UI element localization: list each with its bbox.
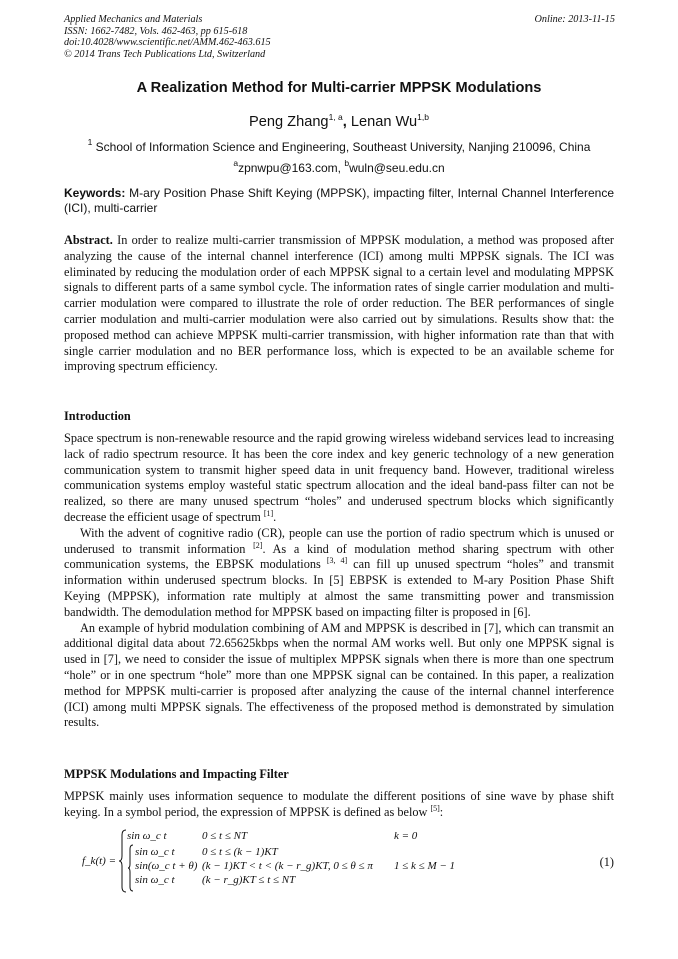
email-line <box>0 158 678 175</box>
citation: [3, 4] <box>326 556 348 566</box>
paragraph-text: Space spectrum is non-renewable resource and the rapid growing wireless wideband services lead to increasing lack of radio spectrum resource. It has been the core index and key generic technology of a new generation communication system to transmit higher speed data in unit frequency band. However, traditional wireless communication systems employ wasteful static spectrum allocation and the ideal band-pass filter can not be realized, so there are many unused spectrum “holes” and underused spectrum blocks which significantly decrease the efficient usage of spectrum <box>64 431 614 524</box>
equation-1 <box>82 828 614 892</box>
author-affiliation-mark: 1,b <box>417 112 429 122</box>
online-date: Online: 2013-11-15 <box>534 14 615 25</box>
email-address: wuln@seu.edu.cn <box>349 161 445 175</box>
abstract <box>64 233 614 375</box>
equation-row-expression: sin ω_c t <box>135 874 175 886</box>
equation-row-k: 1 ≤ k ≤ M − 1 <box>394 860 456 872</box>
journal-name: Applied Mechanics and Materials <box>64 14 203 25</box>
issn-line: ISSN: 1662-7482, Vols. 462-463, pp 615-618 <box>64 25 248 37</box>
citation: [1] <box>263 508 274 518</box>
author-separator: , <box>342 114 351 130</box>
equation-row-condition: (k − 1)KT < t < (k − r_g)KT, 0 ≤ θ ≤ π <box>202 860 373 872</box>
equation-row-condition: 0 ≤ t ≤ (k − 1)KT <box>202 846 278 858</box>
keywords-label: Keywords: <box>64 186 126 200</box>
affiliation-mark: 1 <box>87 137 93 147</box>
equation-lhs: f_k(t) = <box>82 855 116 867</box>
author-name: Lenan Wu <box>350 114 418 130</box>
paragraph-text: : <box>439 804 444 819</box>
paragraph-text: . As a kind of modulation method sharing spectrum with other communication systems, the EBPSK modulations <box>64 541 615 572</box>
citation: [2] <box>253 540 263 550</box>
author-list <box>0 114 678 130</box>
paragraph-text: MPPSK mainly uses information sequence to modulate the different positions of sine wave by phase shift keying. In a symbol period, the expression of MPPSK is defined as below <box>64 789 614 819</box>
paragraph-text: With the advent of cognitive radio (CR), people can use the portion of radio spectrum which is unused or underused to transmit information <box>64 525 614 556</box>
paragraph <box>64 431 614 526</box>
paragraph-text: . <box>273 509 277 524</box>
equation-outer-brace <box>118 829 127 893</box>
affiliation-text: School of Information Science and Engineering, Southeast University, Nanjing 210096, China <box>95 140 591 154</box>
abstract-text: In order to realize multi-carrier transmission of MPPSK modulation, a method was proposed after analyzing the cause of the internal channel interference (ICI) among multi MPPSK signals. The ICI was eliminated by reducing the modulation order of each MPPSK signal to a certain level and modulating MPPSK signals to different parts of a same symbol cycle. The information rates of single carrier modulation and multi-carrier modulation were compared to illustrate the role of order reduction. The BER performances of single carrier modulation and multi-carrier modulation were also carried out by simulations. Results show that: the proposed method can achieve MPPSK multi-carrier transmission, with higher information rate than that with single carrier modulation and no BER performance loss, which is expected to be an available scheme for improving spectrum efficiency. <box>64 233 614 374</box>
email-address: zpnwpu@163.com, <box>238 161 345 175</box>
copyright-line: © 2014 Trans Tech Publications Ltd, Switzerland <box>64 48 266 60</box>
paragraph: An example of hybrid modulation combining of AM and MPPSK is described in [7], which can transmit an additional digital data about 72.65625kbps when the normal AM works well. But only one MPPSK signal is used in [7], we need to consider the issue of multiplex MPPSK signals when there is more than one spectrum “hole” or in one spectrum “hole” more than one MPPSK signal can be contained. In this paper, a realization method for MPPSK multi-carrier is proposed after analyzing the cause of the internal channel interference (ICI) among multi MPPSK signals. The effectiveness of the proposed method is demonstrated by simulation results. <box>64 620 614 730</box>
mppsk-body <box>64 789 614 821</box>
equation-row-expression: sin(ω_c t + θ) <box>135 860 198 872</box>
journal-header <box>64 14 271 60</box>
paper-title: A Realization Method for Multi-carrier MPPSK Modulations <box>136 80 542 96</box>
doi-line: doi:10.4028/www.scientific.net/AMM.462-463.615 <box>64 37 271 49</box>
paragraph <box>64 526 614 621</box>
equation-inner-brace <box>127 844 134 892</box>
paragraph <box>64 789 614 821</box>
equation-row-expression: sin ω_c t <box>135 846 175 858</box>
equation-row-condition: 0 ≤ t ≤ NT <box>202 830 248 842</box>
paragraph-text: can fill up unused spectrum “holes” and transmit information within underused spectrum blocks. In [5] EBPSK is extended to M-ary Position Phase Shift Keying (MPPSK), information rate multiply at almost the same transmitting power and transmission bandwidth. The demodulation method for MPPSK based on impacting filter is proposed in [6]. <box>64 557 615 619</box>
keywords <box>64 186 614 217</box>
equation-row-condition: (k − r_g)KT ≤ t ≤ NT <box>202 874 296 886</box>
citation: [5] <box>430 803 440 813</box>
abstract-label: Abstract. <box>64 233 113 247</box>
section-heading-mppsk: MPPSK Modulations and Impacting Filter <box>64 767 289 781</box>
equation-row-k: k = 0 <box>394 830 418 842</box>
email-mark: a <box>233 158 239 168</box>
equation-row-expression: sin ω_c t <box>127 830 167 842</box>
introduction-body <box>64 431 614 731</box>
keywords-text: M-ary Position Phase Shift Keying (MPPSK), impacting filter, Internal Channel Interference (ICI), multi-carrier <box>64 186 614 216</box>
author-name: Peng Zhang <box>249 114 329 130</box>
email-mark: b <box>344 158 350 168</box>
equation-number: (1) <box>599 855 614 869</box>
affiliation <box>0 137 678 154</box>
author-affiliation-mark: 1, a <box>328 112 343 122</box>
section-heading-introduction: Introduction <box>64 409 131 423</box>
